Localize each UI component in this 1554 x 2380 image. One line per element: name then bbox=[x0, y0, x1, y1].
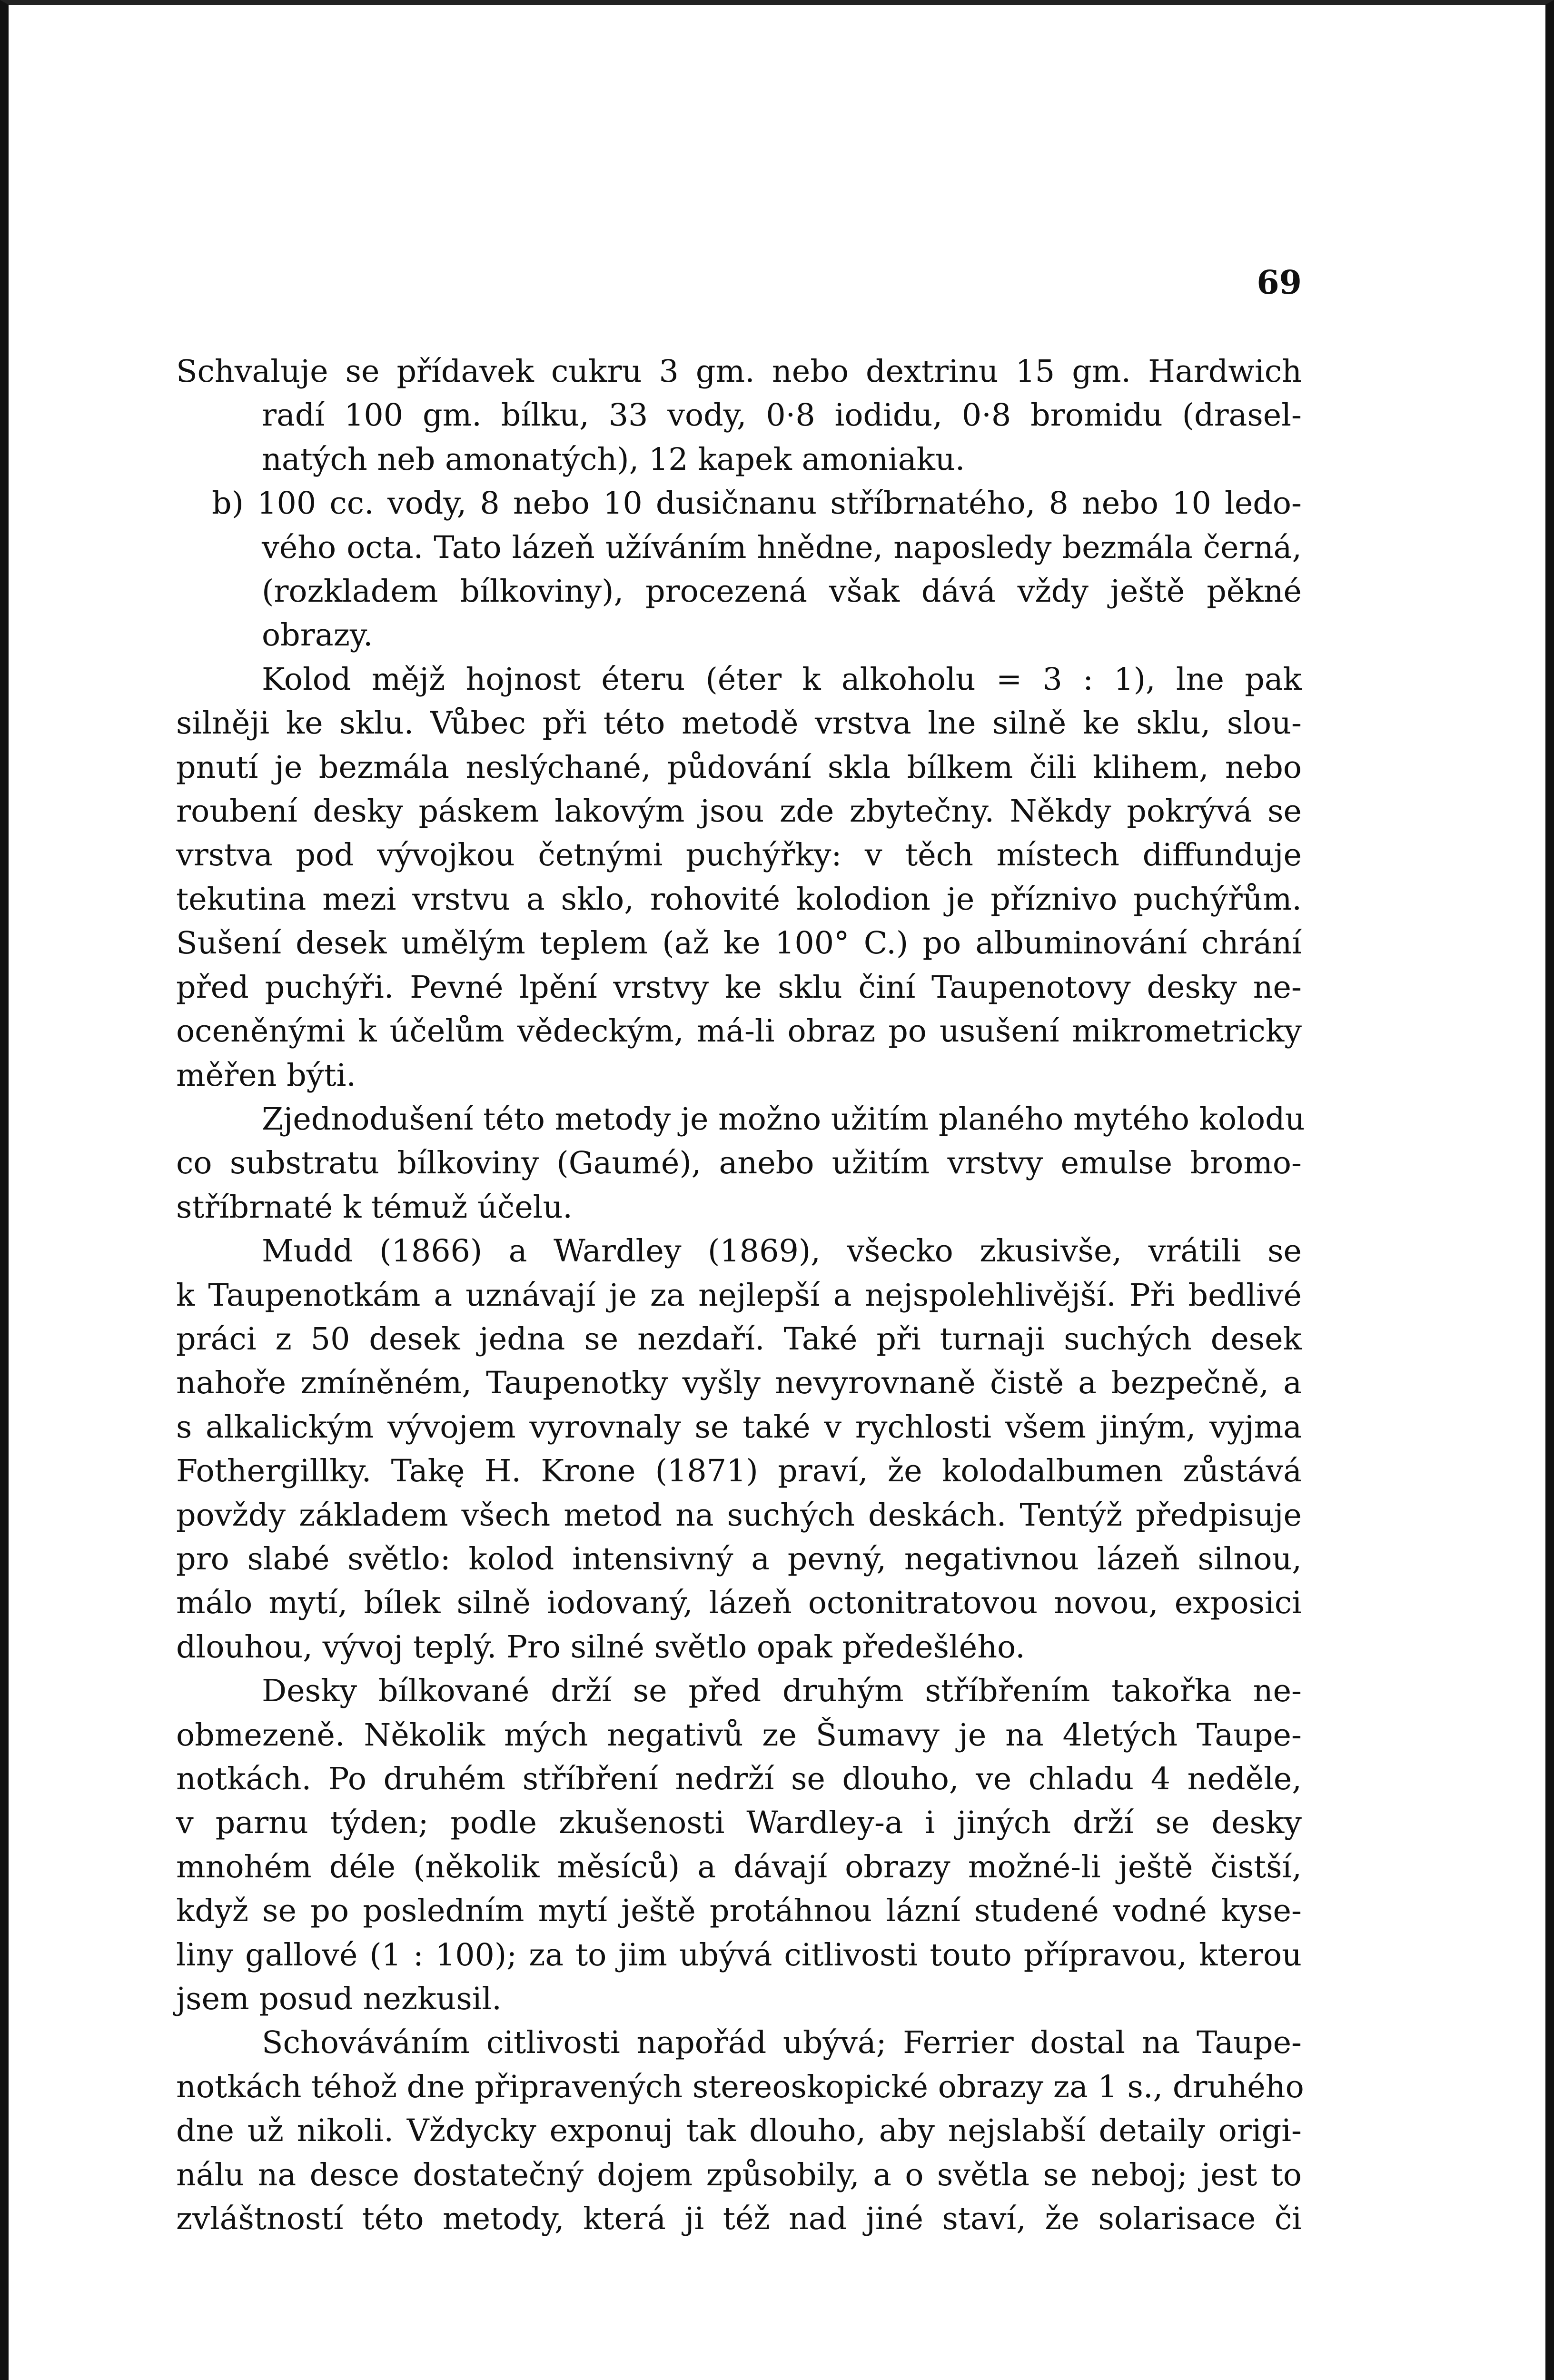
body-text bbox=[176, 350, 1305, 2241]
text-line: radí 100 gm. bílku, 33 vody, 0·8 iodidu, 0·8 bromidu (drasel- bbox=[262, 397, 1302, 434]
text-line: vého octa. Tato lázeň užíváním hnědne, naposledy bezmála černá, bbox=[262, 529, 1302, 565]
text-line: natých neb amonatých), 12 kapek amoniaku. bbox=[262, 441, 965, 477]
text-line: (rozkladem bílkoviny), procezená však dává vždy ještě pěkné bbox=[262, 574, 1302, 610]
text-line: dlouhou, vývoj teplý. Pro silné světlo opak předešlého. bbox=[176, 1629, 1025, 1665]
text-line: práci z 50 desek jedna se nezdaří. Také při turnaji suchých desek bbox=[176, 1321, 1302, 1357]
text-line: vrstva pod vývojkou četnými puchýřky: v těch místech diffunduje bbox=[176, 837, 1302, 873]
text-line: málo mytí, bílek silně iodovaný, lázeň octonitratovou novou, exposici bbox=[176, 1585, 1302, 1621]
text-line: Fothergillky. Takę H. Krone (1871) praví, že kolodalbumen zůstává bbox=[176, 1453, 1302, 1489]
text-line: co substratu bílkoviny (Gaumé), anebo užitím vrstvy emulse bromo- bbox=[176, 1145, 1302, 1181]
text-line: Schováváním citlivosti napořád ubývá; Ferrier dostal na Taupe- bbox=[262, 2025, 1302, 2061]
text-line: dne už nikoli. Vždycky exponuj tak dlouho, aby nejslabší detaily origi- bbox=[176, 2113, 1302, 2149]
book-page bbox=[176, 0, 1305, 2380]
text-line: obmezeně. Několik mých negativů ze Šumavy je na 4letých Taupe- bbox=[176, 1717, 1302, 1753]
text-line: v parnu týden; podle zkušenosti Wardley-a i jiných drží se desky bbox=[176, 1805, 1302, 1841]
text-line: nálu na desce dostatečný dojem způsobily, a o světla se neboj; jest to bbox=[176, 2157, 1302, 2193]
text-line: když se po posledním mytí ještě protáhnou lázní studené vodné kyse- bbox=[176, 1893, 1302, 1929]
text-line: Mudd (1866) a Wardley (1869), všecko zkusivše, vrátili se bbox=[262, 1233, 1302, 1269]
text-line: měřen býti. bbox=[176, 1057, 356, 1093]
text-line: Sušení desek umělým teplem (až ke 100° C.) po albuminování chrání bbox=[176, 925, 1302, 962]
text-line: jsem posud nezkusil. bbox=[176, 1981, 502, 2017]
text-line: silněji ke sklu. Vůbec při této metodě vrstva lne silně ke sklu, slou- bbox=[176, 705, 1302, 742]
text-line: notkách. Po druhém stříbření nedrží se dlouho, ve chladu 4 neděle, bbox=[176, 1761, 1302, 1797]
text-line: zvláštností této metody, která ji též nad jiné staví, že solarisace či bbox=[176, 2201, 1302, 2237]
text-line: povždy základem všech metod na suchých deskách. Tentýž předpisuje bbox=[176, 1497, 1302, 1533]
text-line: s alkalickým vývojem vyrovnaly se také v rychlosti všem jiným, vyjma bbox=[176, 1409, 1302, 1445]
text-line: k Taupenotkám a uznávají je za nejlepší a nejspolehlivější. Při bedlivé bbox=[176, 1277, 1302, 1313]
page-number: 69 bbox=[1257, 264, 1302, 302]
text-line: liny gallové (1 : 100); za to jim ubývá citlivosti touto přípravou, kterou bbox=[176, 1937, 1302, 1973]
text-line: roubení desky páskem lakovým jsou zde zbytečny. Někdy pokrývá se bbox=[176, 793, 1302, 830]
text-line: nahoře zmíněném, Taupenotky vyšly nevyrovnaně čistě a bezpečně, a bbox=[176, 1365, 1302, 1401]
text-line: Kolod mějž hojnost éteru (éter k alkoholu = 3 : 1), lne pak bbox=[262, 661, 1302, 697]
text-line: Zjednodušení této metody je možno užitím planého mytého kolodu bbox=[262, 1101, 1305, 1137]
text-line: pro slabé světlo: kolod intensivný a pevný, negativnou lázeň silnou, bbox=[176, 1541, 1302, 1577]
text-line: b) 100 cc. vody, 8 nebo 10 dusičnanu stříbrnatého, 8 nebo 10 ledo- bbox=[212, 486, 1302, 522]
text-line: oceněnými k účelům vědeckým, má-li obraz po usušení mikrometricky bbox=[176, 1013, 1302, 1050]
text-line: tekutina mezi vrstvu a sklo, rohovité kolodion je příznivo puchýřům. bbox=[176, 881, 1302, 917]
text-line: pnutí je bezmála neslýchané, půdování skla bílkem čili klihem, nebo bbox=[176, 749, 1302, 785]
text-line: stříbrnaté k témuž účelu. bbox=[176, 1189, 573, 1225]
text-line: notkách téhož dne připravených stereoskopické obrazy za 1 s., druhého bbox=[176, 2069, 1304, 2105]
text-line: obrazy. bbox=[262, 617, 373, 654]
text-line: Schvaluje se přídavek cukru 3 gm. nebo dextrinu 15 gm. Hardwich bbox=[176, 354, 1302, 389]
text-line: mnohém déle (několik měsíců) a dávají obrazy možné-li ještě čistší, bbox=[176, 1849, 1302, 1885]
text-line: před puchýři. Pevné lpění vrstvy ke sklu činí Taupenotovy desky ne- bbox=[176, 969, 1302, 1005]
text-line: Desky bílkované drží se před druhým stříbřením takořka ne- bbox=[262, 1673, 1302, 1709]
